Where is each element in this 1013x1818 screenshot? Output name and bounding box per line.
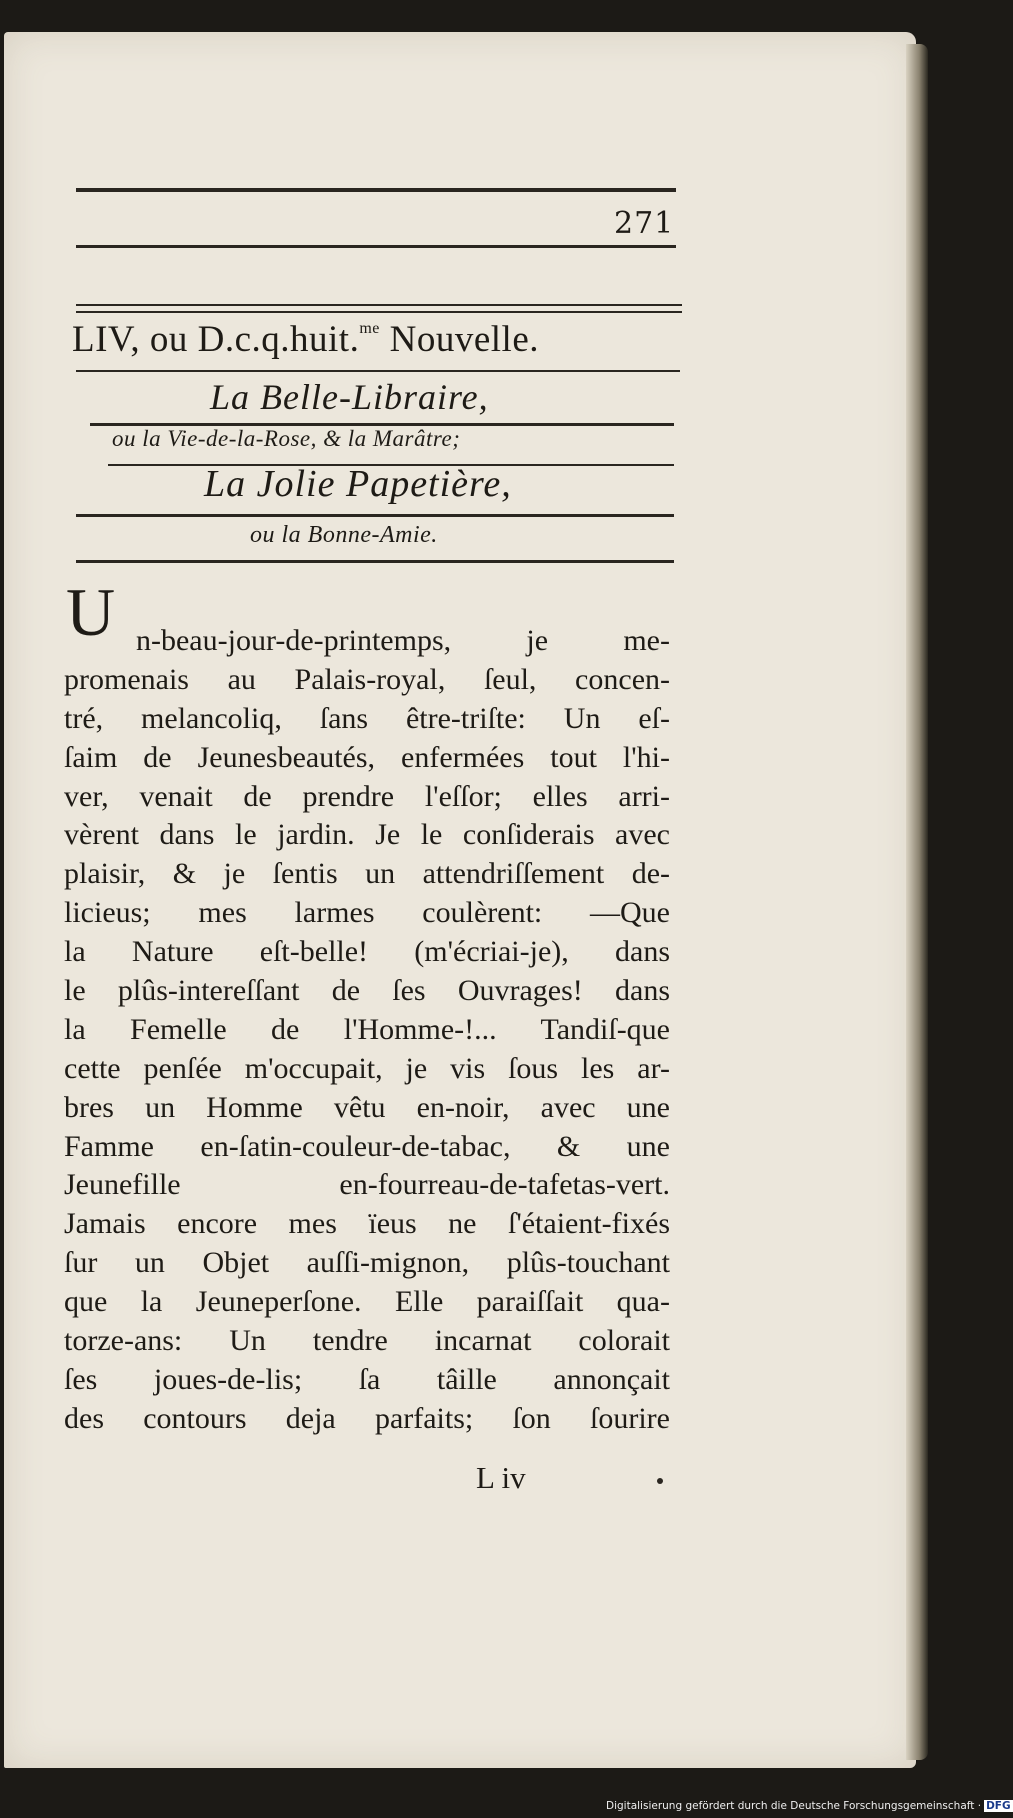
heading-rule-top bbox=[76, 304, 682, 306]
text-line: ſaim de Jeunesbeautés, enfermées tout l'hi- bbox=[64, 740, 670, 774]
text-line: Jeunefille en-fourreau-de-tafetas-vert. bbox=[64, 1168, 670, 1202]
text-line: des contours deja parfaits; ſon ſourire bbox=[64, 1401, 670, 1435]
subtitle-bonne-amie: ou la Bonne-Amie. bbox=[250, 522, 438, 548]
body-text bbox=[64, 622, 670, 1439]
text-line: le plûs-intereſſant de ſes Ouvrages! dans bbox=[64, 974, 670, 1008]
text-line: bres un Homme vêtu en-noir, avec une bbox=[64, 1090, 670, 1124]
ink-speck bbox=[657, 1478, 663, 1484]
digitization-credit-text: Digitalisierung gefördert durch die Deutsche Forschungsgemeinschaft · bbox=[606, 1800, 982, 1812]
chapter-heading-tail: Nouvelle. bbox=[379, 319, 539, 360]
signature-mark: L iv bbox=[476, 1460, 526, 1495]
chapter-heading-superscript: me bbox=[359, 320, 380, 337]
text-line: que la Jeuneperſone. Elle paraiſſait qua- bbox=[64, 1285, 670, 1319]
text-line: la Nature eſt-belle! (m'écriai-je), dans bbox=[64, 935, 670, 969]
digitization-credit bbox=[606, 1800, 1013, 1812]
text-line: tré, melancoliq, ſans être-triſte: Un eſ- bbox=[64, 701, 670, 735]
subtitle-vie-de-la-rose: ou la Vie-de-la-Rose, & la Marâtre; bbox=[112, 426, 461, 451]
text-line: torze-ans: Un tendre incarnat colorait bbox=[64, 1324, 670, 1358]
heading-rule-top-2 bbox=[76, 311, 682, 313]
text-line: ſes joues-de-lis; ſa tâille annonçait bbox=[64, 1362, 670, 1396]
text-line: n-beau-jour-de-printemps, je me- bbox=[136, 624, 670, 657]
text-line: Jamais encore mes ïeus ne ſ'étaient-fixés bbox=[64, 1207, 670, 1241]
title-jolie-papetiere: La Jolie Papetière, bbox=[204, 463, 512, 505]
title2-rule bbox=[76, 514, 674, 517]
dfg-badge: DFG bbox=[986, 1800, 1011, 1812]
page-number: 271 bbox=[614, 206, 675, 241]
text-line: Famme en-ſatin-couleur-de-tabac, & une bbox=[64, 1129, 670, 1163]
text-line: cette penſée m'occupait, je vis ſous les ar- bbox=[64, 1051, 670, 1085]
text-line: promenais au Palais-royal, ſeul, concen- bbox=[64, 662, 670, 696]
text-line: ſur un Objet auſſi-mignon, plûs-touchant bbox=[64, 1246, 670, 1280]
page-edge-shadow bbox=[906, 44, 928, 1760]
text-line: vèrent dans le jardin. Je le conſiderais avec bbox=[64, 818, 670, 852]
text-line: la Femelle de l'Homme-!... Tandiſ-que bbox=[64, 1012, 670, 1046]
text-line: licieus; mes larmes coulèrent: —Que bbox=[64, 896, 670, 930]
header-rule-bottom bbox=[76, 245, 676, 248]
titles-rule-bottom bbox=[76, 560, 674, 563]
drop-cap: U bbox=[66, 574, 116, 650]
chapter-heading bbox=[72, 318, 539, 361]
text-line: ver, venait de prendre l'eſſor; elles arri- bbox=[64, 779, 670, 813]
chapter-heading-main: LIV, ou D.c.q.huit. bbox=[72, 319, 360, 360]
title-belle-libraire: La Belle-Libraire, bbox=[210, 377, 489, 417]
text-line: plaisir, & je ſentis un attendriſſement de- bbox=[64, 857, 670, 891]
heading-rule-bottom bbox=[76, 370, 680, 372]
header-rule-top bbox=[76, 188, 676, 192]
